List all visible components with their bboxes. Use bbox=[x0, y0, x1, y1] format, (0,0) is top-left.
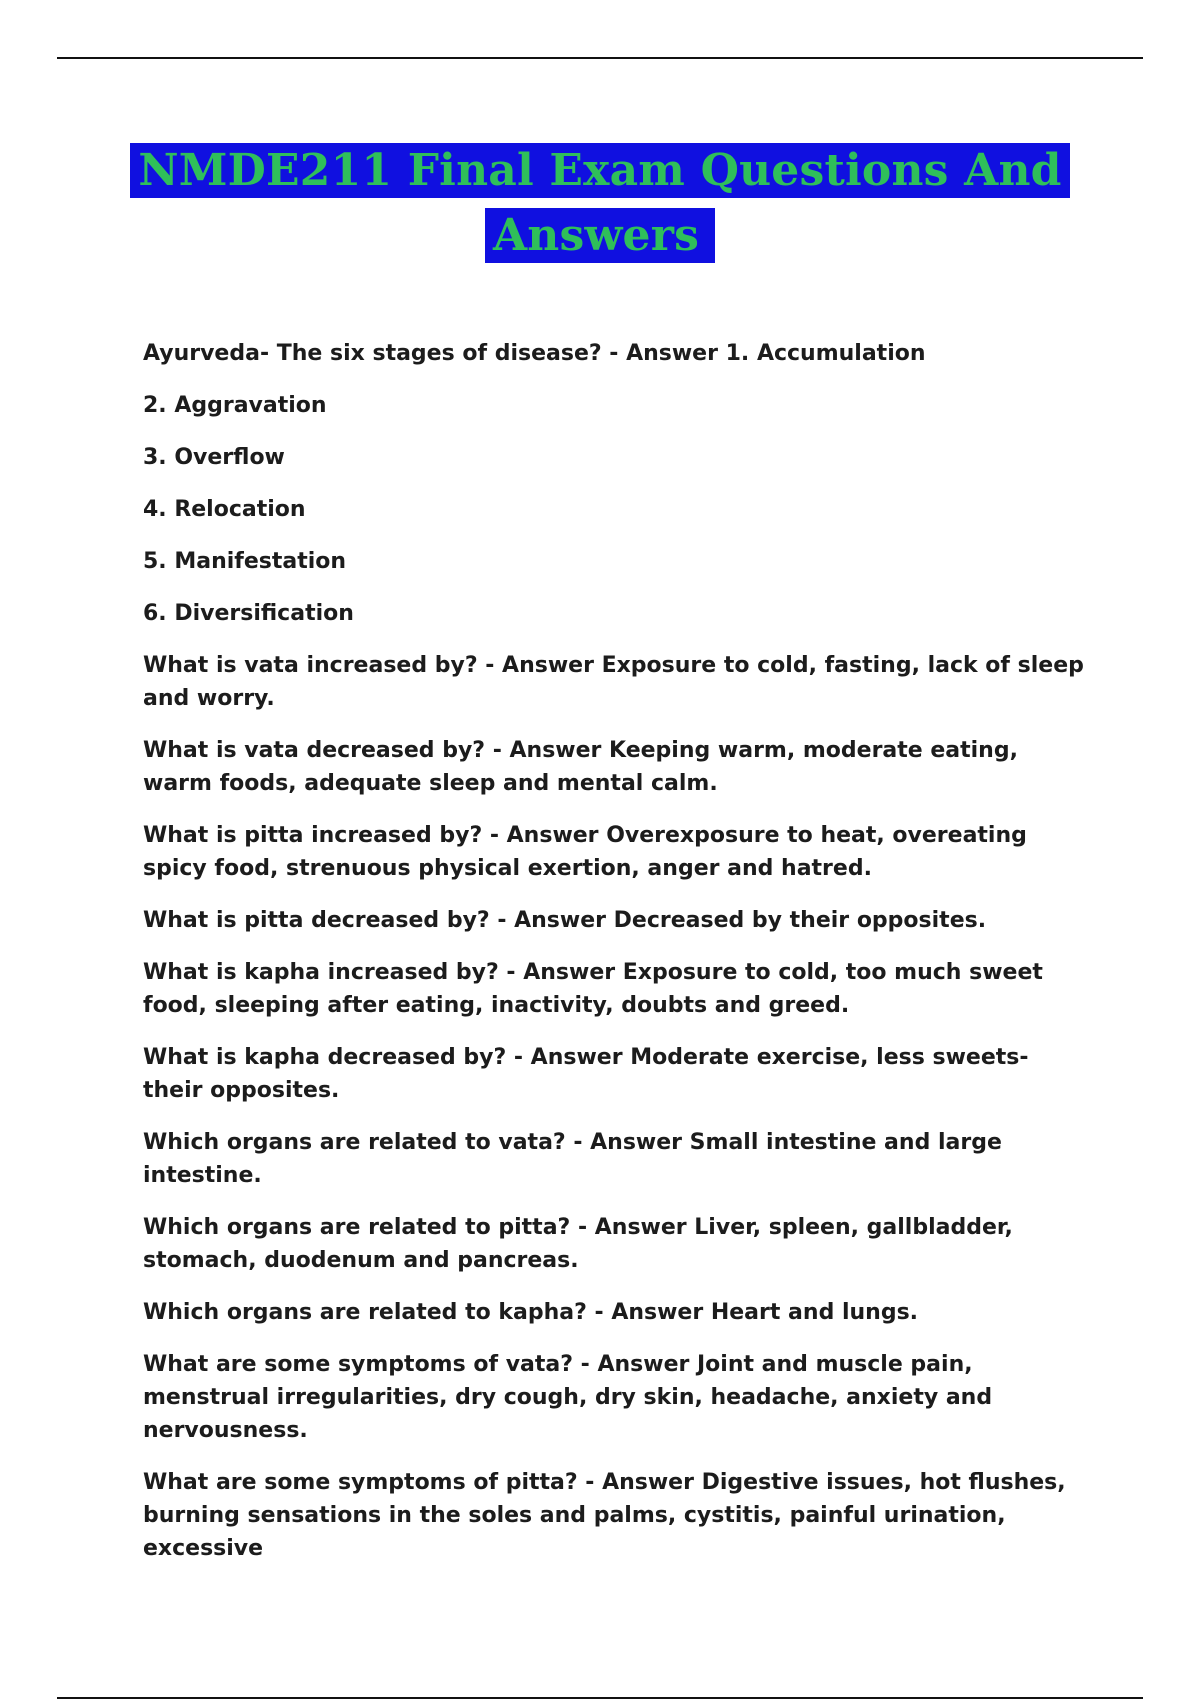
paragraph: Ayurveda- The six stages of disease? - Answer 1. Accumulation bbox=[143, 341, 926, 366]
paragraph: Which organs are related to vata? - Answer Small intestine and large intestine. bbox=[143, 1130, 1002, 1188]
top-rule bbox=[57, 57, 1143, 59]
paragraph: What is kapha increased by? - Answer Exposure to cold, too much sweet food, sleeping after eating, inactivity, doubts and greed. bbox=[143, 960, 1043, 1018]
bottom-rule bbox=[57, 1697, 1143, 1699]
paragraph: What are some symptoms of pitta? - Answer Digestive issues, hot flushes, burning sensations in the soles and palms, cystitis, painful urination, excessive bbox=[143, 1470, 1066, 1561]
document-body bbox=[143, 337, 1093, 1584]
title-line-1: NMDE211 Final Exam Questions And bbox=[130, 143, 1069, 198]
paragraph: 3. Overflow bbox=[143, 445, 285, 470]
paragraph: What is pitta decreased by? - Answer Decreased by their opposites. bbox=[143, 908, 987, 933]
paragraph: Which organs are related to pitta? - Answer Liver, spleen, gallbladder, stomach, duodenum and pancreas. bbox=[143, 1215, 1013, 1273]
paragraph: 4. Relocation bbox=[143, 497, 306, 522]
paragraph: 2. Aggravation bbox=[143, 393, 327, 418]
paragraph: What is vata increased by? - Answer Exposure to cold, fasting, lack of sleep and worry. bbox=[143, 653, 1084, 711]
document-title bbox=[0, 143, 1200, 263]
paragraph: What are some symptoms of vata? - Answer Joint and muscle pain, menstrual irregularities, dry cough, dry skin, headache, anxiety and nervousness. bbox=[143, 1352, 993, 1443]
paragraph: What is vata decreased by? - Answer Keeping warm, moderate eating, warm foods, adequate sleep and mental calm. bbox=[143, 738, 1018, 796]
paragraph: What is pitta increased by? - Answer Overexposure to heat, overeating spicy food, strenuous physical exertion, anger and hatred. bbox=[143, 823, 1027, 881]
paragraph: Which organs are related to kapha? - Answer Heart and lungs. bbox=[143, 1300, 919, 1325]
title-line-2: Answers bbox=[485, 208, 715, 263]
paragraph: 5. Manifestation bbox=[143, 549, 347, 574]
paragraph: What is kapha decreased by? - Answer Moderate exercise, less sweets- their opposites. bbox=[143, 1045, 1029, 1103]
paragraph: 6. Diversification bbox=[143, 601, 354, 626]
